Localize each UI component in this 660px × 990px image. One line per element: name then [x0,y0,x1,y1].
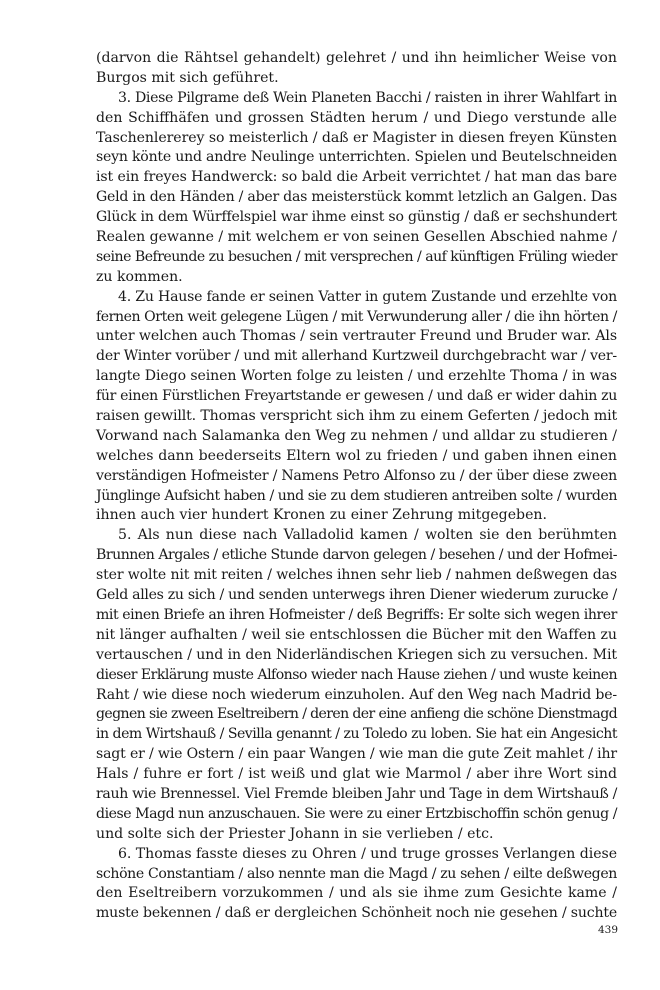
text-line: in dem Wirtshauß / Sevilla genannt / zu Toledo zu loben. Sie hat ein Angesicht [96,726,617,743]
text-line: und solte sich der Priester Johann in sie verlieben / etc. [96,825,494,842]
text-line: für einen Fürstlichen Freyartstande er gewesen / und daß er wider dahin zu [96,388,617,405]
text-line: nit länger aufhalten / weil sie entschlossen die Bücher mit den Waffen zu [96,626,617,643]
text-line: den Eseltreibern vorzukommen / und als sie ihme zum Gesichte kame / [96,885,617,902]
text-line: Jünglinge Aufsicht haben / und sie zu dem studieren antreiben solte / wurden [96,487,617,504]
paragraph-5-start: 5. Als nun diese nach Valladolid kamen / wolten sie den berühmten [118,527,617,544]
text-line: schöne Constantiam / also nennte man die Magd / zu sehen / eilte deßwegen [96,865,617,882]
text-line: sagt er / wie Ostern / ein paar Wangen / wie man die gute Zeit mahlet / ihr [96,746,617,763]
text-line: fernen Orten weit gelegene Lügen / mit Verwunderung aller / die ihn hörten / [96,308,617,325]
text-line: Vorwand nach Salamanka den Weg zu nehmen / und alldar zu studieren / [96,427,617,444]
text-line: Geld alles zu sich / und senden unterwegs ihren Diener wiederum zurucke / [96,587,617,604]
text-line: vertauschen / und in den Niderländischen Kriegen sich zu versuchen. Mit [96,646,617,663]
text-line: unter welchen auch Thomas / sein vertrauter Freund und Bruder war. Als [96,328,617,345]
text-line: muste bekennen / daß er dergleichen Schönheit noch nie gesehen / suchte [96,905,617,922]
paragraph-4-start: 4. Zu Hause fande er seinen Vatter in gutem Zustande und erzehlte von [118,288,617,305]
text-line: ihnen auch vier hundert Kronen zu einer Zehrung mitgegeben. [96,507,547,524]
text-line: gegnen sie zween Eseltreibern / deren der eine anfieng die schöne Dienstmagd [96,706,617,723]
text-line: Hals / fuhre er fort / ist weiß und glat wie Marmol / aber ihre Wort sind [96,766,617,783]
text-line: zu kommen. [96,268,183,285]
text-line: Taschenlererey so meisterlich / daß er Magister in diesen freyen Künsten [96,129,617,146]
paragraph-6-start: 6. Thomas fasste dieses zu Ohren / und truge grosses Verlangen diese [118,845,617,862]
text-line: dieser Erklärung muste Alfonso wieder nach Hause ziehen / und wuste keinen [96,666,617,683]
text-line: Brunnen Argales / etliche Stunde darvon gelegen / besehen / und der Hofmei- [96,547,617,564]
text-line: der Winter vorüber / und mit allerhand Kurtzweil durchgebracht war / ver- [96,348,617,365]
text-line: Burgos mit sich geführet. [96,69,279,86]
page-number: 439 [597,924,618,936]
text-line: seine Befreunde zu besuchen / mit versprechen / auf künftigen Früling wieder [96,248,617,265]
text-line: den Schiffhäfen und grossen Städten herum / und Diego verstunde alle [96,109,617,126]
text-line: diese Magd nun anzuschauen. Sie were zu einer Ertzbischoffin schön genug / [96,805,617,822]
text-line: Raht / wie diese noch wiederum einzuholen. Auf den Weg nach Madrid be- [96,686,617,703]
body-text [96,49,617,924]
text-line: rauh wie Brennessel. Viel Fremde bleiben Jahr und Tage in dem Wirtshauß / [96,785,617,802]
text-line: langte Diego seinen Worten folge zu leisten / und erzehlte Thoma / in was [96,368,617,385]
text-line: raisen gewillt. Thomas verspricht sich ihm zu einem Geferten / jedoch mit [96,408,617,425]
text-line: Realen gewanne / mit welchem er von seinen Gesellen Abschied nahme / [96,229,617,246]
text-line: seyn könte und andre Neulinge unterrichten. Spielen und Beutelschneiden [96,149,617,166]
text-line: (darvon die Rähtsel gehandelt) gelehret / und ihn heimlicher Weise von [96,50,617,66]
paragraph-3-start: 3. Diese Pilgrame deß Wein Planeten Bacchi / raisten in ihrer Wahlfart in [118,89,617,106]
text-line: mit einen Briefe an ihren Hofmeister / deß Begriffs: Er solte sich wegen ihrer [96,606,617,623]
text-line: Glück in dem Würffelspiel war ihme einst so günstig / daß er sechshundert [96,209,617,226]
text-line: ster wolte nit mit reiten / welches ihnen sehr lieb / nahmen deßwegen das [96,567,617,584]
text-line: verständigen Hofmeister / Namens Petro Alfonso zu / der über diese zween [96,467,617,484]
text-line: Geld in den Händen / aber das meisterstück kommt letzlich an Galgen. Das [96,189,617,206]
text-line: welches dann beederseits Eltern wol zu frieden / und gaben ihnen einen [96,447,617,464]
text-line: ist ein freyes Handwerck: so bald die Arbeit verrichtet / hat man das bare [96,169,617,186]
